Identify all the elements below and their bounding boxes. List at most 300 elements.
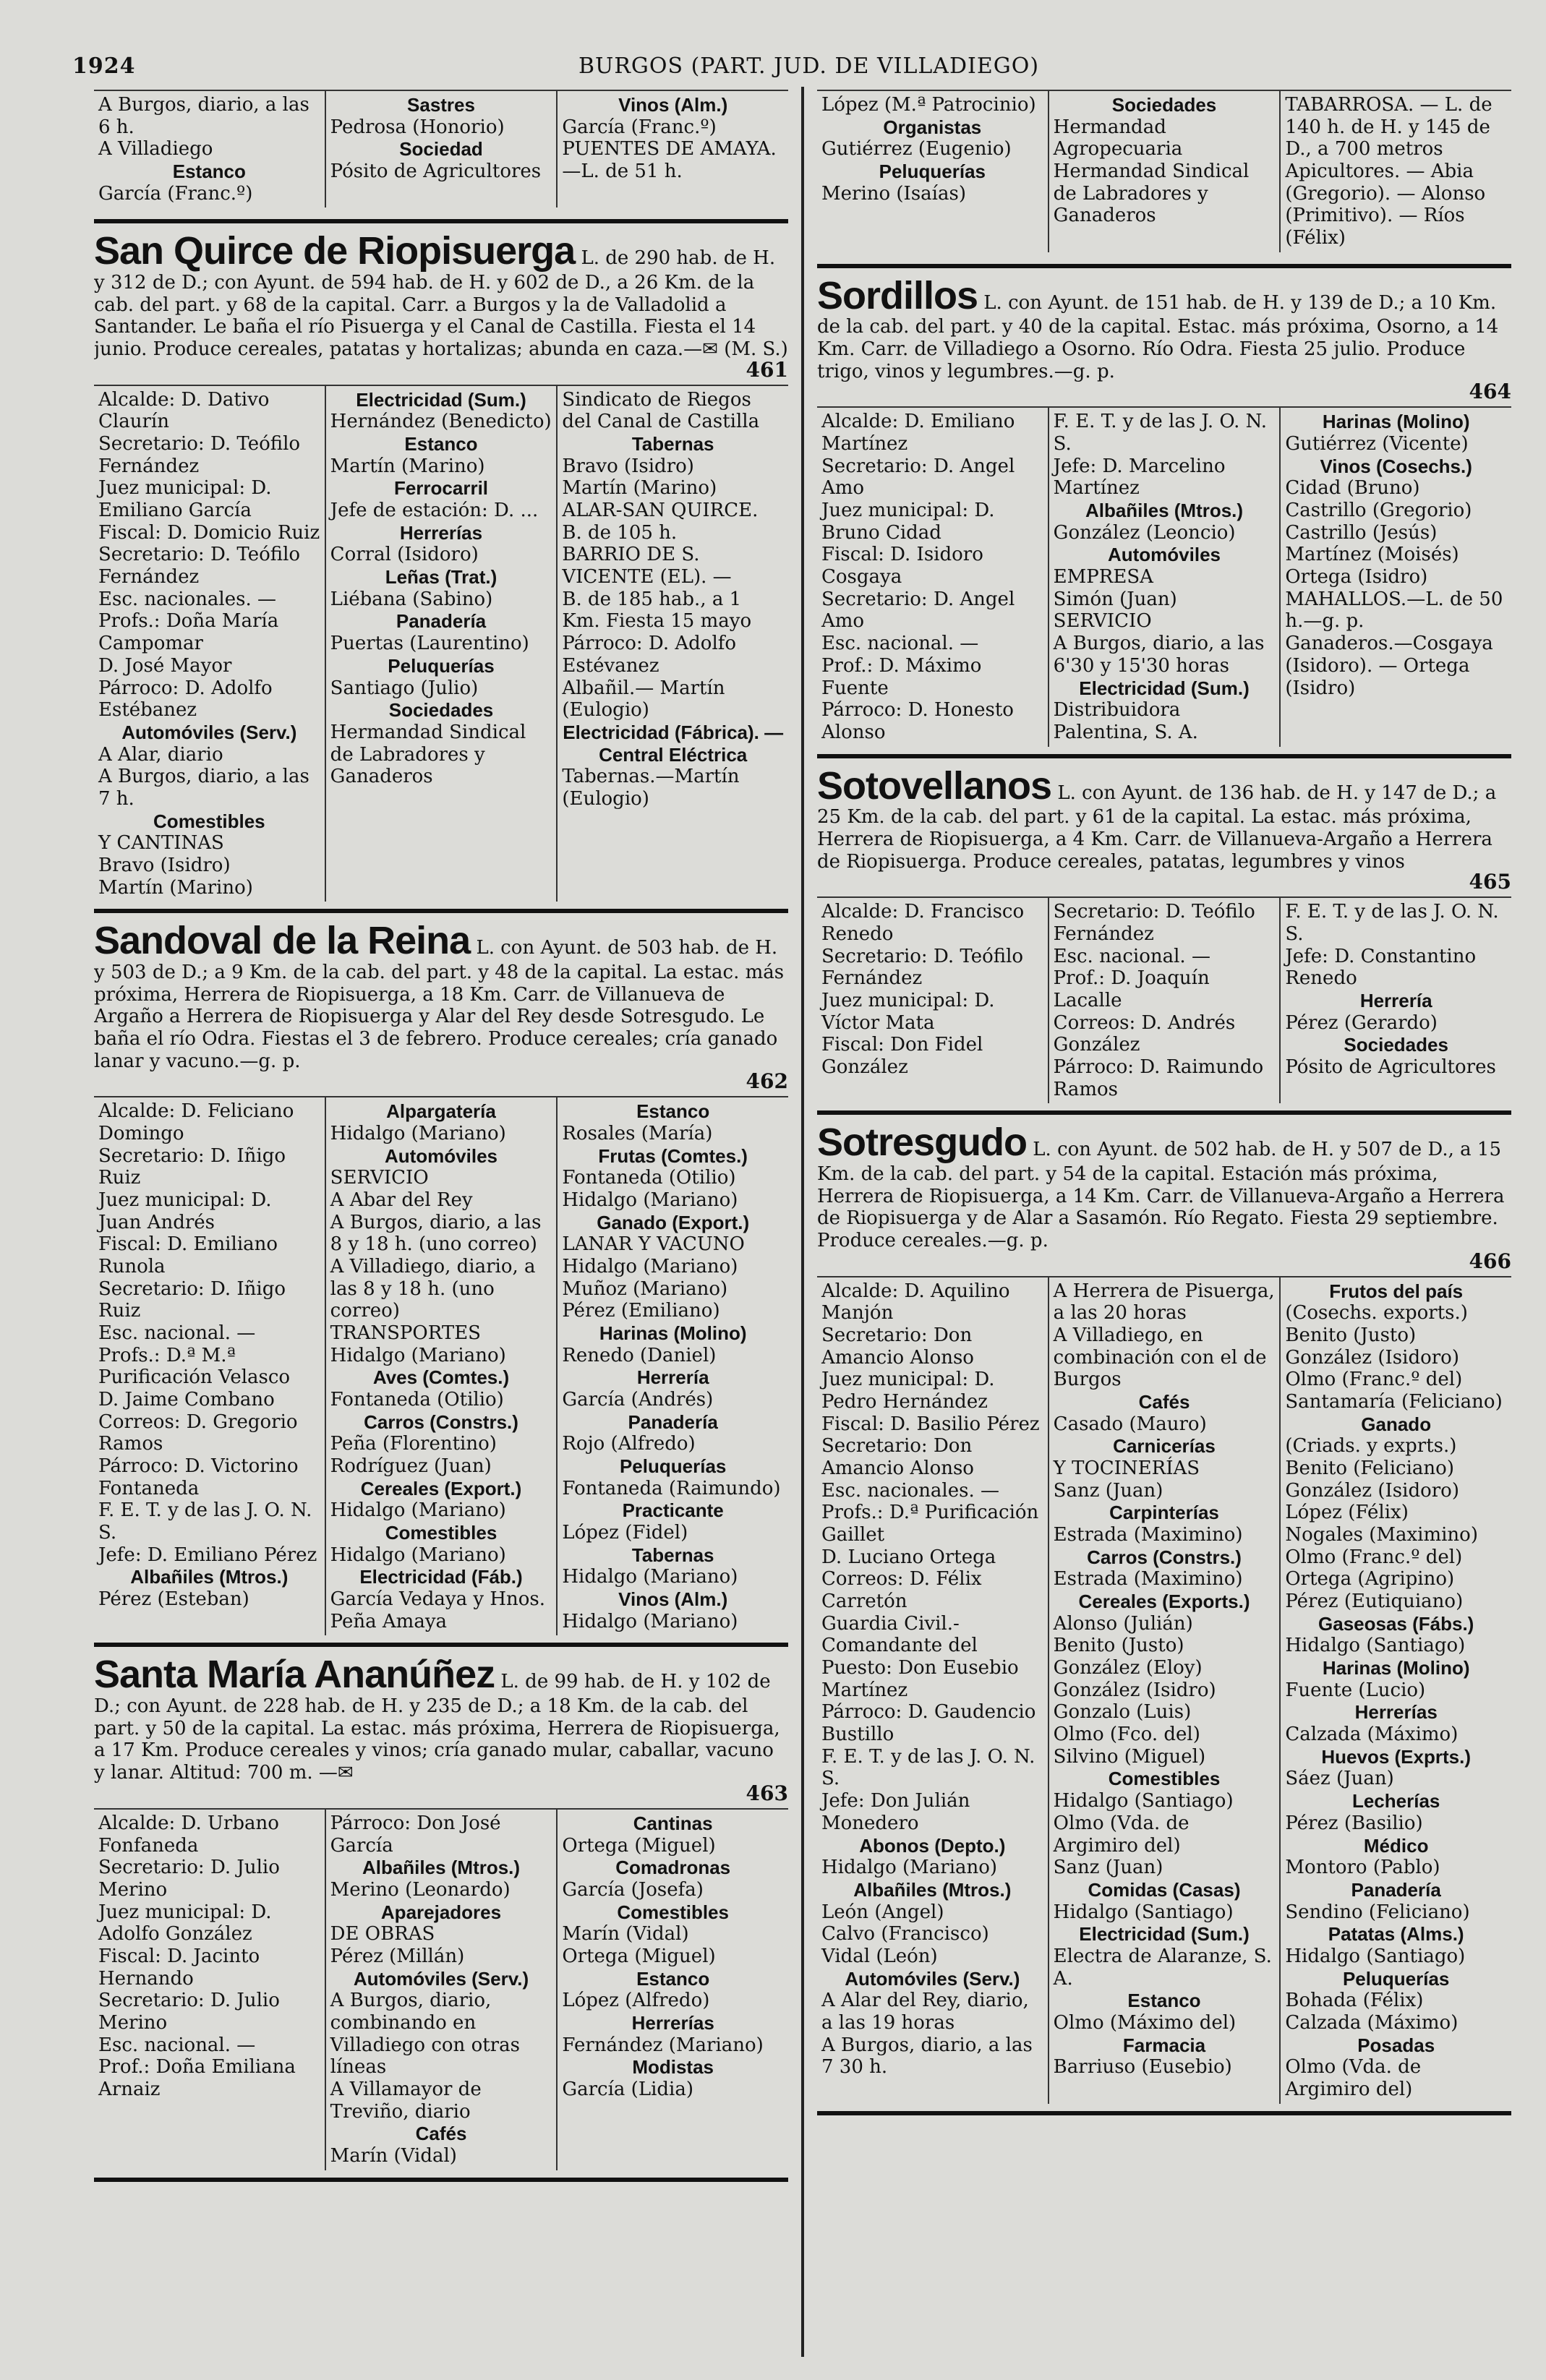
section-heading: Cereales (Export.) [360,1477,522,1499]
listing-line: Pérez (Millán) [330,1945,465,1967]
town-entry [94,920,788,1635]
listing-line: ALAR-SAN QUIRCE. [562,500,759,522]
section-heading: Cafés [1138,1391,1190,1413]
listing-line: López (Alfredo) [562,1990,710,2012]
listing-line: Pérez (Emiliano) [562,1300,720,1322]
section-heading: Tabernas [631,1544,714,1566]
page-number: 1924 [72,53,136,79]
listing-column [556,1810,788,2170]
listing-line: Sáez (Juan) [1285,1768,1394,1790]
listing-line: Hernández (Benedicto) [330,411,552,433]
listing-line: Calzada (Máximo) [1285,2011,1459,2034]
listing-line: Muñoz (Mariano) [562,1277,728,1300]
listing-line: Olmo (Fco. del) [1053,1724,1200,1746]
town-entry [94,231,788,902]
listing-line: Juez municipal: D. Adolfo González [98,1901,272,1945]
listing-line: Montoro (Pablo) [1285,1857,1440,1879]
listing-line: Secretario: D. Iñigo Ruiz [98,1277,286,1322]
listing-line: A Burgos, diario, combinando en Villadiego con otras líneas [330,1990,520,2079]
section-heading: Cafés [415,2123,467,2145]
listing-line: Esc. nacional. — [821,633,979,655]
listing-line: Correos: D. Andrés González [1053,1011,1236,1056]
listing-column [1048,91,1280,252]
listing-line: Renedo (Daniel) [562,1344,717,1366]
section-heading: Posadas [1357,2034,1435,2056]
listing-line: Hermandad Sindical de Labradores y Ganaderos [1053,160,1250,227]
listing-column [1279,408,1511,746]
listing-line: Calzada (Máximo) [1285,1724,1459,1746]
listing-line: Alcalde: D. Emiliano Martínez [821,411,1015,455]
listing-line: Ortega (Isidro) [1285,566,1428,588]
section-heading: Leñas (Trat.) [385,566,497,588]
listing-grid [94,385,788,902]
listing-line: Bravo (Isidro) [562,455,694,477]
listing-line: Secretario: D. Teófilo Fernández [821,945,1024,990]
listing-line: Guardia Civil.-Comandante del Puesto: Don Eusebio Martínez [821,1612,1019,1701]
entry-number: 464 [1469,380,1511,404]
listing-line: Benito (Justo) [1053,1635,1184,1657]
section-heading: Estanco [404,433,478,455]
section-heading: Frutas (Comtes.) [598,1144,748,1167]
listing-line: García (Franc.º) [98,182,253,205]
listing-line: García Vedaya y Hnos. [330,1588,546,1611]
listing-line: Pérez (Esteban) [98,1588,249,1611]
listing-line: Calvo (Francisco) [821,1923,989,1945]
listing-line: Y CANTINAS [98,832,224,855]
listing-line: Ortega (Miguel) [562,1945,716,1967]
listing-line: Martín (Marino) [330,455,485,477]
listing-line: Alcalde: D. Dativo Claurín [98,388,270,433]
section-heading: Harinas (Molino) [599,1322,747,1345]
listing-line: Hidalgo (Mariano) [562,1566,738,1588]
listing-grid [817,406,1511,746]
listing-line: Ganaderos.—Cosgaya (Isidoro). — Ortega (Isidro) [1285,633,1493,699]
column-divider [801,87,804,2357]
entry-number: 461 [746,357,788,382]
listing-line: López (M.ª Patrocinio) [821,94,1036,116]
listing-line: Santamaría (Feliciano) [1285,1391,1503,1413]
listing-line: Tabernas.—Martín (Eulogio) [562,766,740,810]
listing-grid [94,90,788,207]
listing-line: LANAR Y VACUNO [562,1233,745,1256]
listing-line: Rojo (Alfredo) [562,1433,696,1455]
section-heading: Carnicerías [1113,1435,1216,1457]
section-heading: Huevos (Exprts.) [1321,1745,1471,1768]
listing-line: F. E. T. y de las J. O. N. S. [1285,901,1499,945]
listing-line: EMPRESA [1053,566,1153,588]
listing-line: Esc. nacional. — [1053,945,1210,967]
listing-line: Bravo (Isidro) [98,854,231,876]
section-heading: Lecherías [1351,1790,1440,1812]
town-name: Sordillos [817,273,978,317]
listing-line: Hermandad Sindical de Labradores y Ganaderos [330,721,526,788]
section-heading: Herrería [1359,989,1432,1011]
listing-line: A Burgos, diario, a las 6'30 y 15'30 horas [1053,633,1265,677]
listing-line: Juez municipal: D. Juan Andrés [98,1189,272,1233]
listing-line: PUENTES DE AMAYA. [562,138,777,160]
listing-line: Secretario: D. Teófilo Fernández [98,544,301,588]
section-heading: Aparejadores [380,1901,502,1923]
listing-line: Martínez (Moisés) [1285,544,1459,566]
listing-line: García (Franc.º) [562,116,717,138]
listing-line: Fontaneda (Otilio) [562,1167,736,1189]
town-entry [817,763,1511,1104]
listing-line: D. José Mayor [98,654,232,677]
section-heading: Comestibles [385,1522,497,1544]
listing-line: Apicultores. — Abia (Gregorio). — Alonso (Primitivo). — Ríos (Félix) [1285,160,1486,249]
listing-line: Esc. nacionales. — [821,1479,1000,1502]
listing-line: F. E. T. y de las J. O. N. S. [1053,411,1268,455]
town-description: L. con Ayunt. de 503 hab. de H. y 503 de D.; a 9 Km. de la cab. del part. y 48 de la capital. La estac. más próxima, Herrera de Riopisuerga, a 18 Km. Carr. de Villanueva de Argaño a Herrera de Riopisuerga y Alar del Rey desde Sotresgudo. Le baña el río Odra. Fiestas el 3 de febrero. Produce cereales; cría ganado lanar y vacuno.—g. p. [94,937,785,1072]
listing-line: Jefe: D. Constantino Renedo [1285,945,1477,990]
listing-column [94,1810,325,2170]
section-heading: Harinas (Molino) [1322,1657,1470,1679]
listing-line: Hidalgo (Mariano) [330,1499,506,1522]
listing-line: Pérez (Eutiquiano) [1285,1591,1464,1613]
listing-line: A Burgos, diario, a las 8 y 18 h. (uno correo) [330,1211,542,1256]
listing-line: Jefe de estación: D. ... [330,500,539,522]
listing-line: F. E. T. y de las J. O. N. S. [821,1745,1035,1790]
listing-line: Albañil.— Martín (Eulogio) [562,677,725,722]
town-entry [94,1654,788,2170]
listing-line: Puertas (Laurentino) [330,633,529,655]
entry-separator [817,264,1511,268]
page-title: BURGOS (PART. JUD. DE VILLADIEGO) [578,53,1040,79]
listing-line: Secretario: Don Amancio Alonso [821,1435,974,1480]
listing-line: Gutiérrez (Eugenio) [821,138,1012,160]
section-heading: Peluquerías [879,160,986,183]
listing-column [325,1097,557,1635]
entry-number: 462 [746,1069,788,1094]
section-heading: Abonos (Depto.) [859,1834,1006,1857]
listing-line: A Burgos, diario, a las 7 30 h. [821,2034,1033,2079]
section-heading: Practicante [622,1499,724,1522]
listing-line: Jefe: D. Marcelino Martínez [1053,455,1226,500]
section-heading: Sociedades [1344,1034,1448,1056]
section-heading: Cereales (Exports.) [1078,1591,1250,1613]
listing-column [325,386,557,902]
listing-line: Alcalde: D. Feliciano Domingo [98,1100,294,1144]
listing-line: Esc. nacional. — [98,2034,256,2056]
section-heading: Carpinterías [1109,1502,1219,1524]
section-heading: Albañiles (Mtros.) [853,1878,1012,1901]
listing-line: Pérez (Basilio) [1285,1812,1423,1834]
section-heading: Albañiles (Mtros.) [362,1857,521,1879]
listing-line: Gonzalo (Luis) [1053,1701,1192,1724]
listing-line: A Villadiego, diario, a las 8 y 18 h. (uno correo) [330,1256,536,1322]
listing-line: Secretario: D. Julio Merino [98,1990,280,2034]
listing-column [556,1097,788,1635]
listing-line: González (Isidro) [1053,1679,1216,1701]
listing-column [817,91,1048,252]
listing-line: Fiscal: D. Jacinto Hernando [98,1945,260,1990]
listing-line: Hidalgo (Santiago) [1053,1901,1234,1923]
listing-line: Marín (Vidal) [330,2144,457,2167]
listing-line: Hermandad Agropecuaria [1053,116,1183,160]
listing-line: Secretario: D. Iñigo Ruiz [98,1144,286,1189]
listing-line: Electra de Alaranze, S. A. [1053,1945,1272,1990]
town-description: L. con Ayunt. de 136 hab. de H. y 147 de D.; a 25 Km. de la cab. del part. y 61 de la capital. La estac. más próxima, Herrera de Riopisuerga, a 4 Km. Carr. de Villanueva-Argaño a Herrera de Riopisuerga. Produce cereales, patatas, legumbres y vinos [817,782,1497,873]
entry-separator [817,1110,1511,1115]
listing-line: Estrada (Maximino) [1053,1568,1243,1591]
section-heading: Vinos (Alm.) [618,94,728,116]
listing-line: Olmo (Vda. de Argimiro del) [1285,2056,1422,2100]
section-heading: Modistas [632,2056,714,2079]
listing-line: F. E. T. y de las J. O. N. S. [98,1499,312,1544]
listing-grid [817,1276,1511,2104]
listing-line: García (Andrés) [562,1389,714,1411]
section-heading: Ferrocarril [393,477,489,500]
section-heading: Peluquerías [1342,1967,1450,1990]
listing-line: Párroco: D. Honesto Alonso [821,699,1014,743]
section-heading: Sastres [407,94,475,116]
section-heading: Estanco [172,160,246,183]
section-heading: Ganado [1361,1413,1432,1435]
section-heading: Automóviles [384,1144,498,1167]
listing-column [817,1277,1048,2104]
listing-line: Fiscal: D. Domicio Ruiz [98,521,320,544]
section-heading: Automóviles [1107,544,1221,566]
listing-line: Juez municipal: D. Bruno Cidad [821,500,995,544]
listing-column [325,91,557,207]
listing-line: DE OBRAS [330,1923,435,1945]
section-heading: Electricidad (Sum.) [356,388,526,411]
section-heading: Electricidad (Fáb.) [359,1566,523,1588]
section-heading: Cantinas [633,1812,713,1834]
listing-column [94,386,325,902]
listing-line: Jefe: D. Emiliano Pérez [98,1544,317,1566]
listing-line: Distribuidora Palentina, S. A. [1053,699,1198,743]
listing-line: Pedrosa (Honorio) [330,116,505,138]
listing-line: A Villamayor de Treviño, diario [330,2078,482,2123]
section-heading: Peluquerías [619,1455,727,1478]
town-name: Sotovellanos [817,763,1052,808]
listing-line: Secretario: D. Teófilo Fernández [98,433,301,477]
listing-line: Prof.: Doña Emiliana Arnaiz [98,2056,296,2100]
section-heading: Gaseosas (Fábs.) [1318,1612,1474,1635]
listing-column [556,91,788,207]
section-heading: Albañiles (Mtros.) [130,1566,289,1588]
listing-line: A Abar del Rey [330,1189,473,1211]
entry-separator [817,2111,1511,2115]
listing-line: Secretario: Don Amancio Alonso [821,1324,974,1369]
section-heading: Médico [1363,1834,1429,1857]
listing-line: Fiscal: D. Emiliano Runola [98,1233,278,1277]
listing-line: Pósito de Agricultores [330,160,542,183]
entry-separator [817,754,1511,758]
listing-line: López (Félix) [1285,1502,1409,1524]
listing-line: Esc. nacional. — [98,1322,256,1345]
town-entry [817,90,1511,257]
listing-line: Ortega (Agripino) [1285,1568,1455,1591]
listing-line: Merino (Isaías) [821,182,966,205]
listing-column [1279,898,1511,1103]
listing-line: Alcalde: D. Aquilino Manjón [821,1280,1010,1324]
listing-line: Santiago (Julio) [330,677,479,699]
listing-line: Correos: D. Félix Carretón [821,1568,982,1613]
listing-column [94,91,325,207]
listing-line: (Criads. y exprts.) [1285,1435,1457,1457]
listing-line: Hidalgo (Santiago) [1053,1790,1234,1812]
listing-line: Martín (Marino) [98,876,253,899]
section-heading: Automóviles (Serv.) [845,1967,1020,1990]
town-description: L. de 290 hab. de H. y 312 de D.; con Ayunt. de 594 hab. de H. y 602 de D., a 26 Km. de la cab. del part. y 68 de la capital. Carr. a Burgos y la de Valladolid a Santander. Le baña el río Pisuerga y el Canal de Castilla. Fiesta el 14 junio. Produce cereales, patatas y hortalizas; abunda en caza.—✉ (M. S.) [94,247,788,361]
section-heading: Organistas [883,116,982,138]
section-heading: Comadronas [615,1857,731,1879]
entry-separator [94,2178,788,2182]
listing-line: Párroco: D. Gaudencio Bustillo [821,1701,1036,1746]
listing-line: Olmo (Franc.º del) [1285,1369,1463,1391]
section-heading: Herrería [636,1366,709,1389]
listing-column [1279,91,1511,252]
town-description: L. con Ayunt. de 151 hab. de H. y 139 de D.; a 10 Km. de la cab. del part. y 40 de la capital. Estac. más próxima, Osorno, a 14 Km. Carr. de Villadiego a Osorno. Río Odra. Fiesta 25 julio. Produce trigo, vinos y legumbres.—g. p. [817,291,1499,382]
left-column [94,87,788,2357]
section-heading: Electricidad (Fábrica). — Central Eléctrica [563,721,784,766]
listing-line: B. de 105 h. [562,521,678,544]
section-heading: Estanco [636,1100,710,1123]
listing-line: Fernández (Mariano) [562,2034,764,2056]
listing-line: Simón (Juan) [1053,588,1177,610]
listing-line: Hidalgo (Mariano) [330,1544,506,1566]
listing-line: Hidalgo (Mariano) [330,1344,506,1366]
town-name: Santa María Ananúñez [94,1653,495,1697]
listing-line: Merino (Leonardo) [330,1878,511,1901]
listing-line: Barriuso (Eusebio) [1053,2056,1232,2079]
section-heading: Estanco [1127,1990,1201,2012]
listing-line: Fuente (Lucio) [1285,1679,1426,1701]
listing-line: Vidal (León) [821,1945,938,1967]
listing-line: Olmo (Vda. de Argimiro del) [1053,1812,1190,1857]
listing-line: Juez municipal: D. Emiliano García [98,477,272,522]
entry-separator [94,909,788,913]
listing-line: Sindicato de Riegos del Canal de Castilla [562,388,760,433]
section-heading: Comidas (Casas) [1088,1878,1241,1901]
listing-line: Peña (Florentino) [330,1433,497,1455]
listing-column [1048,898,1280,1103]
town-description: L. de 99 hab. de H. y 102 de D.; con Ayunt. de 228 hab. de H. y 235 de D.; a 18 Km. de la cab. del part. y 50 de la capital. La estac. más próxima, Herrera de Riopisuerga, a 17 Km. Produce cereales y vinos; cría ganado mular, caballar, vacuno y lanar. Altitud: 700 m. —✉ [94,1671,780,1784]
listing-line: Alcalde: D. Francisco Renedo [821,901,1025,945]
listing-line: Fiscal: Don Fidel González [821,1034,983,1078]
listing-line: Castrillo (Gregorio) [1285,500,1472,522]
town-name: Sandoval de la Reina [94,919,471,963]
listing-line: Corral (Isidoro) [330,544,479,566]
listing-line: Sanz (Juan) [1053,1857,1163,1879]
listing-line: Párroco: D. Raimundo Ramos [1053,1056,1264,1100]
listing-line: Hidalgo (Mariano) [821,1857,998,1879]
entry-number: 465 [1469,870,1511,894]
listing-line: Liébana (Sabino) [330,588,493,610]
listing-column [556,386,788,902]
listing-line: Alonso (Julián) [1053,1612,1193,1635]
town-entry [817,275,1511,747]
section-heading: Electricidad (Sum.) [1079,677,1250,699]
section-heading: Carros (Constrs.) [1087,1546,1242,1568]
listing-line: Rosales (María) [562,1122,713,1144]
listing-line: Peña Amaya [330,1610,448,1632]
section-heading: Farmacia [1122,2034,1206,2056]
listing-line: Hidalgo (Santiago) [1285,1635,1466,1657]
section-heading: Comestibles [153,810,265,832]
listing-line: Gutiérrez (Vicente) [1285,433,1469,455]
section-heading: Carros (Constrs.) [364,1411,518,1433]
listing-column [325,1810,557,2170]
listing-line: Esc. nacionales. — [98,588,277,610]
listing-line: Secretario: D. Angel Amo [821,455,1015,500]
listing-line: Juez municipal: D. Pedro Hernández [821,1369,995,1413]
listing-line: MAHALLOS.—L. de 50 h.—g. p. [1285,588,1503,633]
entry-number: 466 [1469,1249,1511,1273]
listing-line: Benito (Justo) [1285,1324,1417,1347]
listing-line: A Alar, diario [98,743,223,766]
listing-line: García (Josefa) [562,1878,704,1901]
listing-line: (Cosechs. exports.) [1285,1302,1468,1324]
section-heading: Albañiles (Mtros.) [1085,500,1244,522]
listing-line: A Herrera de Pisuerga, a las 20 horas [1053,1280,1275,1324]
listing-line: Pósito de Agricultores [1285,1056,1496,1078]
section-heading: Comestibles [617,1901,729,1923]
listing-line: A Villadiego [98,138,213,160]
section-heading: Estanco [636,1967,710,1990]
section-heading: Electricidad (Sum.) [1079,1923,1250,1945]
town-entry [94,90,788,212]
listing-line: Sendino (Feliciano) [1285,1901,1470,1923]
listing-grid [94,1096,788,1635]
listing-line: Fiscal: D. Isidoro Cosgaya [821,544,983,588]
listing-line: González (Isidoro) [1285,1479,1459,1502]
listing-line: Hidalgo (Mariano) [330,1122,506,1144]
listing-line: Nogales (Maximino) [1285,1524,1478,1546]
listing-grid [817,896,1511,1103]
listing-line: Párroco: D. Adolfo Estébanez [98,677,273,722]
section-heading: Harinas (Molino) [1322,411,1470,433]
listing-line: A Burgos, diario, a las 6 h. [98,94,309,138]
listing-line: Olmo (Máximo del) [1053,2011,1237,2034]
listing-line: A Burgos, diario, a las 7 h. [98,766,309,810]
listing-line: González (Eloy) [1053,1657,1203,1679]
listing-line: Profs.: D.ª Purificación Gaillet [821,1502,1039,1546]
listing-line: Cidad (Bruno) [1285,477,1420,500]
section-heading: Panadería [396,610,487,633]
listing-column [817,898,1048,1103]
listing-line: SERVICIO [330,1167,429,1189]
listing-line: Rodríguez (Juan) [330,1455,492,1478]
listing-line: Fontaneda (Otilio) [330,1389,504,1411]
listing-line: Correos: D. Gregorio Ramos [98,1411,298,1455]
listing-line: A Villadiego, en combinación con el de Burgos [1053,1324,1267,1391]
section-heading: Comestibles [1108,1768,1221,1790]
listing-line: —L. de 51 h. [562,160,683,183]
listing-line: B. de 185 hab., a 1 Km. Fiesta 15 mayo [562,588,752,633]
listing-line: Sanz (Juan) [1053,1479,1163,1502]
listing-line: TABARROSA. — L. de 140 h. de H. y 145 de D., a 700 metros [1285,94,1492,160]
listing-line: TRANSPORTES [330,1322,481,1345]
listing-line: Hidalgo (Mariano) [562,1189,738,1211]
listing-line: Secretario: D. Teófilo Fernández [1053,901,1255,945]
section-heading: Alpargatería [386,1100,496,1123]
section-heading: Tabernas [631,433,714,455]
section-heading: Ganado (Export.) [597,1211,750,1233]
section-heading: Patatas (Alms.) [1328,1923,1464,1945]
listing-line: Alcalde: D. Urbano Fonfaneda [98,1812,279,1857]
section-heading: Peluquerías [388,654,495,677]
listing-grid [817,90,1511,252]
section-heading: Vinos (Cosechs.) [1320,455,1472,477]
listing-line: Fontaneda (Raimundo) [562,1477,781,1499]
listing-line: SERVICIO [1053,610,1152,633]
listing-line: González (Leoncio) [1053,521,1236,544]
listing-column [1048,408,1280,746]
listing-line: BARRIO DE S. VICENTE (EL). — [562,544,732,588]
